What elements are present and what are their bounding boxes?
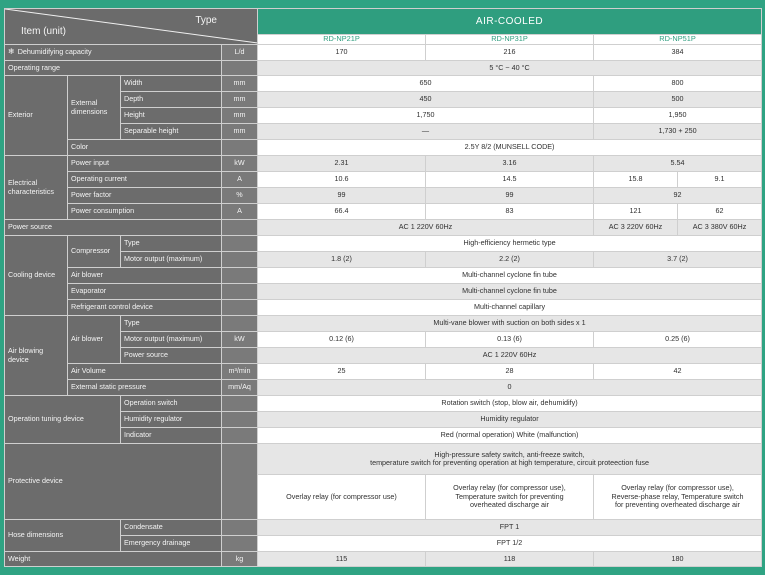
value-cell: 1.8 (2): [258, 252, 426, 268]
unit-cell: mm: [222, 108, 258, 124]
protective-common-cell: [258, 444, 762, 475]
value-cell: 10.6: [258, 172, 426, 188]
unit-cell: kg: [222, 552, 258, 567]
protective-model-2-line-2: Temperature switch for preventing: [455, 491, 564, 501]
unit-cell: mm: [222, 124, 258, 140]
value-cell: 3.16: [426, 156, 594, 172]
exterior-label: Exterior: [5, 76, 68, 156]
depth-label: Depth: [121, 92, 222, 108]
unit-cell: [222, 520, 258, 536]
value-cell: 15.8: [594, 172, 678, 188]
height-label: Height: [121, 108, 222, 124]
power-factor-label: Power factor: [68, 188, 222, 204]
snowflake-icon: ❄: [8, 47, 15, 57]
unit-cell: [222, 444, 258, 520]
value-cell: 2.31: [258, 156, 426, 172]
value-cell: 500: [594, 92, 762, 108]
unit-cell: [222, 300, 258, 316]
protective-model-1: Overlay relay (for compressor use): [258, 475, 426, 520]
value-cell: FPT 1: [258, 520, 762, 536]
protective-model-2: [426, 475, 594, 520]
value-cell: 99: [426, 188, 594, 204]
operation-switch-label: Operation switch: [121, 396, 222, 412]
protective-model-3: [594, 475, 762, 520]
unit-cell: mm/Aq: [222, 380, 258, 396]
value-cell: 0.12 (6): [258, 332, 426, 348]
unit-cell: [222, 348, 258, 364]
value-cell: Multi-channel capillary: [258, 300, 762, 316]
unit-cell: [222, 396, 258, 412]
unit-cell: %: [222, 188, 258, 204]
air-volume-label: Air Volume: [68, 364, 222, 380]
air-blower-label: Air blower: [68, 316, 121, 364]
value-cell: 25: [258, 364, 426, 380]
value-cell: 180: [594, 552, 762, 567]
value-cell: 121: [594, 204, 678, 220]
blower-motor-label: Motor output (maximum): [121, 332, 222, 348]
value-cell: Rotation switch (stop, blow air, dehumidify): [258, 396, 762, 412]
value-cell: AC 1 220V 60Hz: [258, 348, 762, 364]
value-cell: 5.54: [594, 156, 762, 172]
value-cell: AC 3 220V 60Hz: [594, 220, 678, 236]
unit-cell: [222, 536, 258, 552]
value-cell: 650: [258, 76, 594, 92]
operating-current-label: Operating current: [68, 172, 222, 188]
value-cell: Multi-vane blower with suction on both sides x 1: [258, 316, 762, 332]
value-cell: 2.5Y 8/2 (MUNSELL CODE): [258, 140, 762, 156]
cooling-air-blower-label: Air blower: [68, 268, 222, 284]
value-cell: 99: [258, 188, 426, 204]
blower-type-label: Type: [121, 316, 222, 332]
value-cell: 170: [258, 45, 426, 61]
value-cell: 800: [594, 76, 762, 92]
unit-cell: [222, 140, 258, 156]
protective-model-3-line-1: Overlay relay (for compressor use),: [621, 483, 734, 493]
separable-height-label: Separable height: [121, 124, 222, 140]
unit-cell: [222, 316, 258, 332]
value-cell: 42: [594, 364, 762, 380]
protective-common-line-1: High-pressure safety switch, anti-freeze switch,: [434, 449, 585, 459]
compressor-type-label: Type: [121, 236, 222, 252]
value-cell: —: [258, 124, 594, 140]
value-cell: 115: [258, 552, 426, 567]
value-cell: 5 °C ~ 40 °C: [258, 61, 762, 76]
unit-cell: kW: [222, 332, 258, 348]
power-consumption-label: Power consumption: [68, 204, 222, 220]
power-source-label: Power source: [5, 220, 222, 236]
unit-cell: mm: [222, 92, 258, 108]
unit-cell: [222, 252, 258, 268]
unit-cell: A: [222, 172, 258, 188]
value-cell: 62: [678, 204, 762, 220]
value-cell: 9.1: [678, 172, 762, 188]
value-cell: Humidity regulator: [258, 412, 762, 428]
value-cell: 14.5: [426, 172, 594, 188]
value-cell: 0.25 (6): [594, 332, 762, 348]
value-cell: AC 3 380V 60Hz: [678, 220, 762, 236]
value-cell: High-efficiency hermetic type: [258, 236, 762, 252]
unit-cell: m³/min: [222, 364, 258, 380]
value-cell: 3.7 (2): [594, 252, 762, 268]
unit-cell: [222, 220, 258, 236]
value-cell: 1,950: [594, 108, 762, 124]
unit-cell: A: [222, 204, 258, 220]
unit-cell: [222, 268, 258, 284]
unit-cell: mm: [222, 76, 258, 92]
blower-power-source-label: Power source: [121, 348, 222, 364]
compressor-motor-label: Motor output (maximum): [121, 252, 222, 268]
color-label: Color: [68, 140, 222, 156]
humidity-regulator-label: Humidity regulator: [121, 412, 222, 428]
value-cell: 66.4: [258, 204, 426, 220]
protective-model-3-line-3: for preventing overheated discharge air: [614, 500, 741, 510]
value-cell: 92: [594, 188, 762, 204]
cooling-device-label: Cooling device: [5, 236, 68, 316]
spec-table: [4, 8, 762, 567]
air-cooled-header: AIR-COOLED: [258, 9, 762, 35]
value-cell: FPT 1/2: [258, 536, 762, 552]
value-cell: 1,730 + 250: [594, 124, 762, 140]
hose-dimensions-label: Hose dimensions: [5, 520, 121, 552]
width-label: Width: [121, 76, 222, 92]
air-blowing-device-label: Air blowing device: [5, 316, 68, 396]
external-static-pressure-label: External static pressure: [68, 380, 222, 396]
model-header-2: RD-NP31P: [426, 35, 594, 45]
evaporator-label: Evaporator: [68, 284, 222, 300]
unit-cell: L/d: [222, 45, 258, 61]
type-label: Type: [195, 15, 217, 26]
unit-cell: [222, 236, 258, 252]
value-cell: AC 1 220V 60Hz: [258, 220, 594, 236]
value-cell: 28: [426, 364, 594, 380]
unit-cell: [222, 428, 258, 444]
protective-model-2-line-3: overheated discharge air: [469, 500, 550, 510]
value-cell: 118: [426, 552, 594, 567]
operating-range-label: Operating range: [5, 61, 222, 76]
protective-common-line-2: temperature switch for preventing operation at high temperature, circuit proteection fuse: [370, 458, 649, 467]
value-cell: 2.2 (2): [426, 252, 594, 268]
model-header-3: RD-NP51P: [594, 35, 762, 45]
unit-cell: [222, 284, 258, 300]
unit-cell: [222, 61, 258, 76]
external-dimensions-label: External dimensions: [68, 76, 121, 140]
electrical-characteristics-label: Electrical characteristics: [5, 156, 68, 220]
item-unit-label: Item (unit): [21, 26, 67, 37]
value-cell: Multi-channel cyclone fin tube: [258, 284, 762, 300]
compressor-label: Compressor: [68, 236, 121, 268]
value-cell: Multi-channel cyclone fin tube: [258, 268, 762, 284]
value-cell: 0.13 (6): [426, 332, 594, 348]
protective-device-label: Protective device: [5, 444, 222, 520]
unit-cell: [222, 412, 258, 428]
protective-model-3-line-2: Reverse-phase relay, Temperature switch: [611, 491, 744, 501]
power-input-label: Power input: [68, 156, 222, 172]
value-cell: 1,750: [258, 108, 594, 124]
refrigerant-control-label: Refrigerant control device: [68, 300, 222, 316]
value-cell: Red (normal operation) White (malfunction): [258, 428, 762, 444]
value-cell: 83: [426, 204, 594, 220]
unit-cell: kW: [222, 156, 258, 172]
operation-tuning-device-label: Operation tuning device: [5, 396, 121, 444]
type-item-header: [5, 9, 258, 45]
weight-label: Weight: [5, 552, 222, 567]
indicator-label: Indicator: [121, 428, 222, 444]
protective-model-2-line-1: Overlay relay (for compressor use),: [453, 483, 566, 493]
value-cell: 450: [258, 92, 594, 108]
emergency-drainage-label: Emergency drainage: [121, 536, 222, 552]
value-cell: 216: [426, 45, 594, 61]
value-cell: 0: [258, 380, 762, 396]
value-cell: 384: [594, 45, 762, 61]
condensate-label: Condensate: [121, 520, 222, 536]
spec-sheet: [4, 8, 761, 567]
dehumidifying-capacity-label: ❄ Dehumidifying capacity: [5, 45, 222, 61]
model-header-1: RD-NP21P: [258, 35, 426, 45]
